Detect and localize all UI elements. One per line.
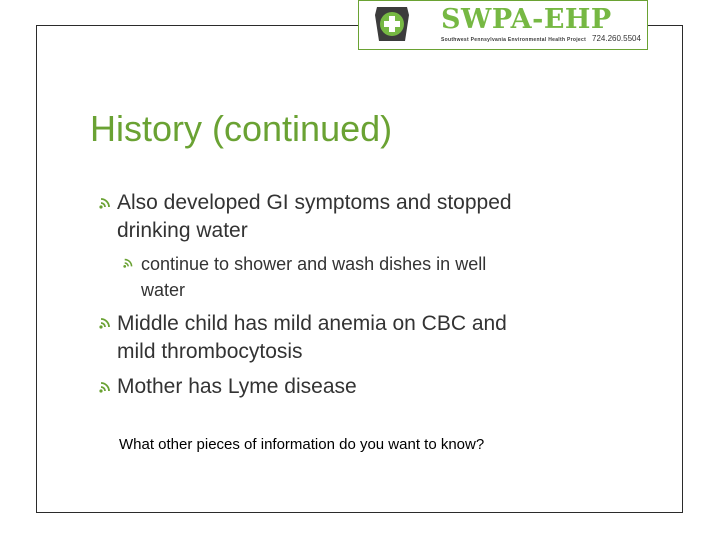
wifi-bullet-icon (98, 196, 114, 210)
bullet-2-line-2: water (141, 280, 186, 300)
bullet-4-line-1: Mother has Lyme disease (117, 375, 357, 398)
cross-emblem-icon (373, 5, 411, 45)
bullet-3-line-1: Middle child has mild anemia on CBC and (117, 312, 507, 335)
bullet-1-line-1: Also developed GI symptoms and stopped (117, 191, 512, 214)
logo-subtitle: Southwest Pennsylvania Environmental Health Project (441, 37, 587, 43)
wifi-bullet-icon (98, 380, 114, 394)
discussion-question: What other pieces of information do you want to know? (119, 436, 485, 453)
logo-title: SWPA-EHP (441, 4, 612, 35)
slide-title: History (continued) (90, 108, 393, 149)
phone-number: 724.260.5504 (592, 34, 641, 43)
bullet-2-line-1: continue to shower and wash dishes in well (141, 254, 487, 274)
bullet-1-line-2: drinking water (117, 219, 248, 242)
wifi-bullet-icon (122, 257, 136, 269)
bullet-3-line-2: mild thrombocytosis (117, 340, 303, 363)
wifi-bullet-icon (98, 316, 114, 330)
